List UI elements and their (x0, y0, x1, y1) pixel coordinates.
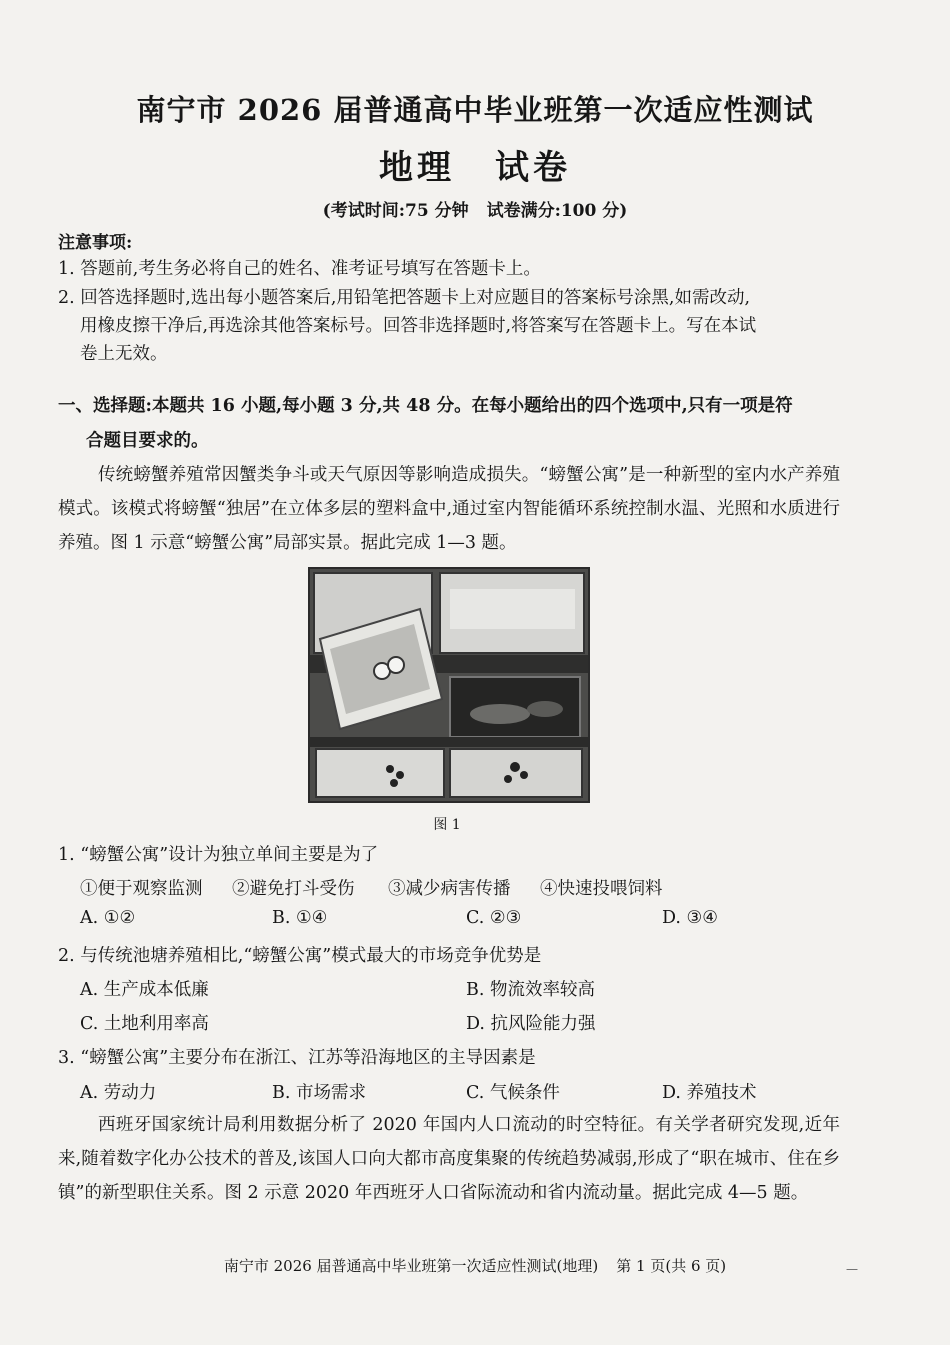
footer-title: 南宁市 2026 届普通高中毕业班第一次适应性测试(地理) (223, 1257, 599, 1275)
section-heading (58, 389, 848, 459)
q1-item-4: ④快速投喂饲料 (540, 879, 663, 899)
paper-label: 试卷 (495, 148, 571, 188)
notice-item-1: 1. 答题前,考生务必将自己的姓名、准考证号填写在答题卡上。 (58, 259, 541, 279)
page-footer (0, 1255, 950, 1276)
passage-2: 西班牙国家统计局利用数据分析了 2020 年国内人口流动的时空特征。有关学者研究发现,近年来,随着数字化办公技术的普及,该国人口向大都市高度集聚的传统趋势减弱,形成了“职在城市、住在乡镇”的新型职住关系。图 2 示意 2020 年西班牙人口省际流动和省内流动量。据此完成 4—5 题。 (58, 1115, 840, 1203)
q2-option-a[interactable]: A. 生产成本低廉 (80, 980, 209, 1000)
q2-option-d[interactable]: D. 抗风险能力强 (466, 1014, 596, 1034)
question-2-stem: 2. 与传统池塘养殖相比,“螃蟹公寓”模式最大的市场竞争优势是 (58, 946, 542, 966)
q1-option-b[interactable]: B. ①④ (272, 908, 328, 928)
q1-option-c[interactable]: C. ②③ (466, 908, 522, 928)
q3-option-b[interactable]: B. 市场需求 (272, 1083, 366, 1103)
q1-option-d[interactable]: D. ③④ (662, 908, 718, 928)
question-3-stem: 3. “螃蟹公寓”主要分布在浙江、江苏等沿海地区的主导因素是 (58, 1048, 536, 1068)
notice-item-2-line-1: 2. 回答选择题时,选出每小题答案后,用铅笔把答题卡上对应题目的答案标号涂黑,如需改动, (58, 288, 751, 308)
notice-heading: 注意事项: (58, 233, 133, 253)
exam-time: (考试时间:75 分钟 (322, 201, 469, 221)
subject-label: 地理 (379, 148, 455, 188)
q3-option-c[interactable]: C. 气候条件 (466, 1083, 560, 1103)
q2-option-c[interactable]: C. 土地利用率高 (80, 1014, 209, 1034)
q1-option-a[interactable]: A. ①② (80, 908, 136, 928)
paper-heading (0, 140, 950, 189)
figure-1-photo (308, 567, 590, 803)
q3-option-d[interactable]: D. 养殖技术 (662, 1083, 757, 1103)
page-number: 第 1 页(共 6 页) (616, 1257, 727, 1275)
full-score: 试卷满分:100 分) (486, 201, 628, 221)
exam-info (0, 196, 950, 221)
footer-mark: — (846, 1262, 858, 1276)
q1-item-3: ③减少病害传播 (388, 879, 511, 899)
passage-1: 传统螃蟹养殖常因蟹类争斗或天气原因等影响造成损失。“螃蟹公寓”是一种新型的室内水产养殖模式。该模式将螃蟹“独居”在立体多层的塑料盒中,通过室内智能循环系统控制水温、光照和水质进行养殖。图 1 示意“螃蟹公寓”局部实景。据此完成 1—3 题。 (58, 465, 840, 553)
exam-title: 南宁市 2026 届普通高中毕业班第一次适应性测试 (136, 93, 814, 127)
q1-item-1: ①便于观察监测 (80, 879, 203, 899)
section-heading-line-2: 合题目要求的。 (86, 431, 209, 451)
crab-apartment-photo (310, 569, 588, 801)
question-1-stem: 1. “螃蟹公寓”设计为独立单间主要是为了 (58, 845, 379, 865)
section-heading-line-1: 一、选择题:本题共 16 小题,每小题 3 分,共 48 分。在每小题给出的四个选项中,只有一项是符 (58, 396, 793, 416)
q3-option-a[interactable]: A. 劳动力 (80, 1083, 157, 1103)
figure-1-caption: 图 1 (433, 817, 461, 833)
q2-option-b[interactable]: B. 物流效率较高 (466, 980, 595, 1000)
notice-item-2-line-3: 卷上无效。 (80, 344, 168, 364)
q1-item-2: ②避免打斗受伤 (232, 879, 355, 899)
notice-item-2-line-2: 用橡皮擦干净后,再选涂其他答案标号。回答非选择题时,将答案写在答题卡上。写在本试 (80, 316, 757, 336)
